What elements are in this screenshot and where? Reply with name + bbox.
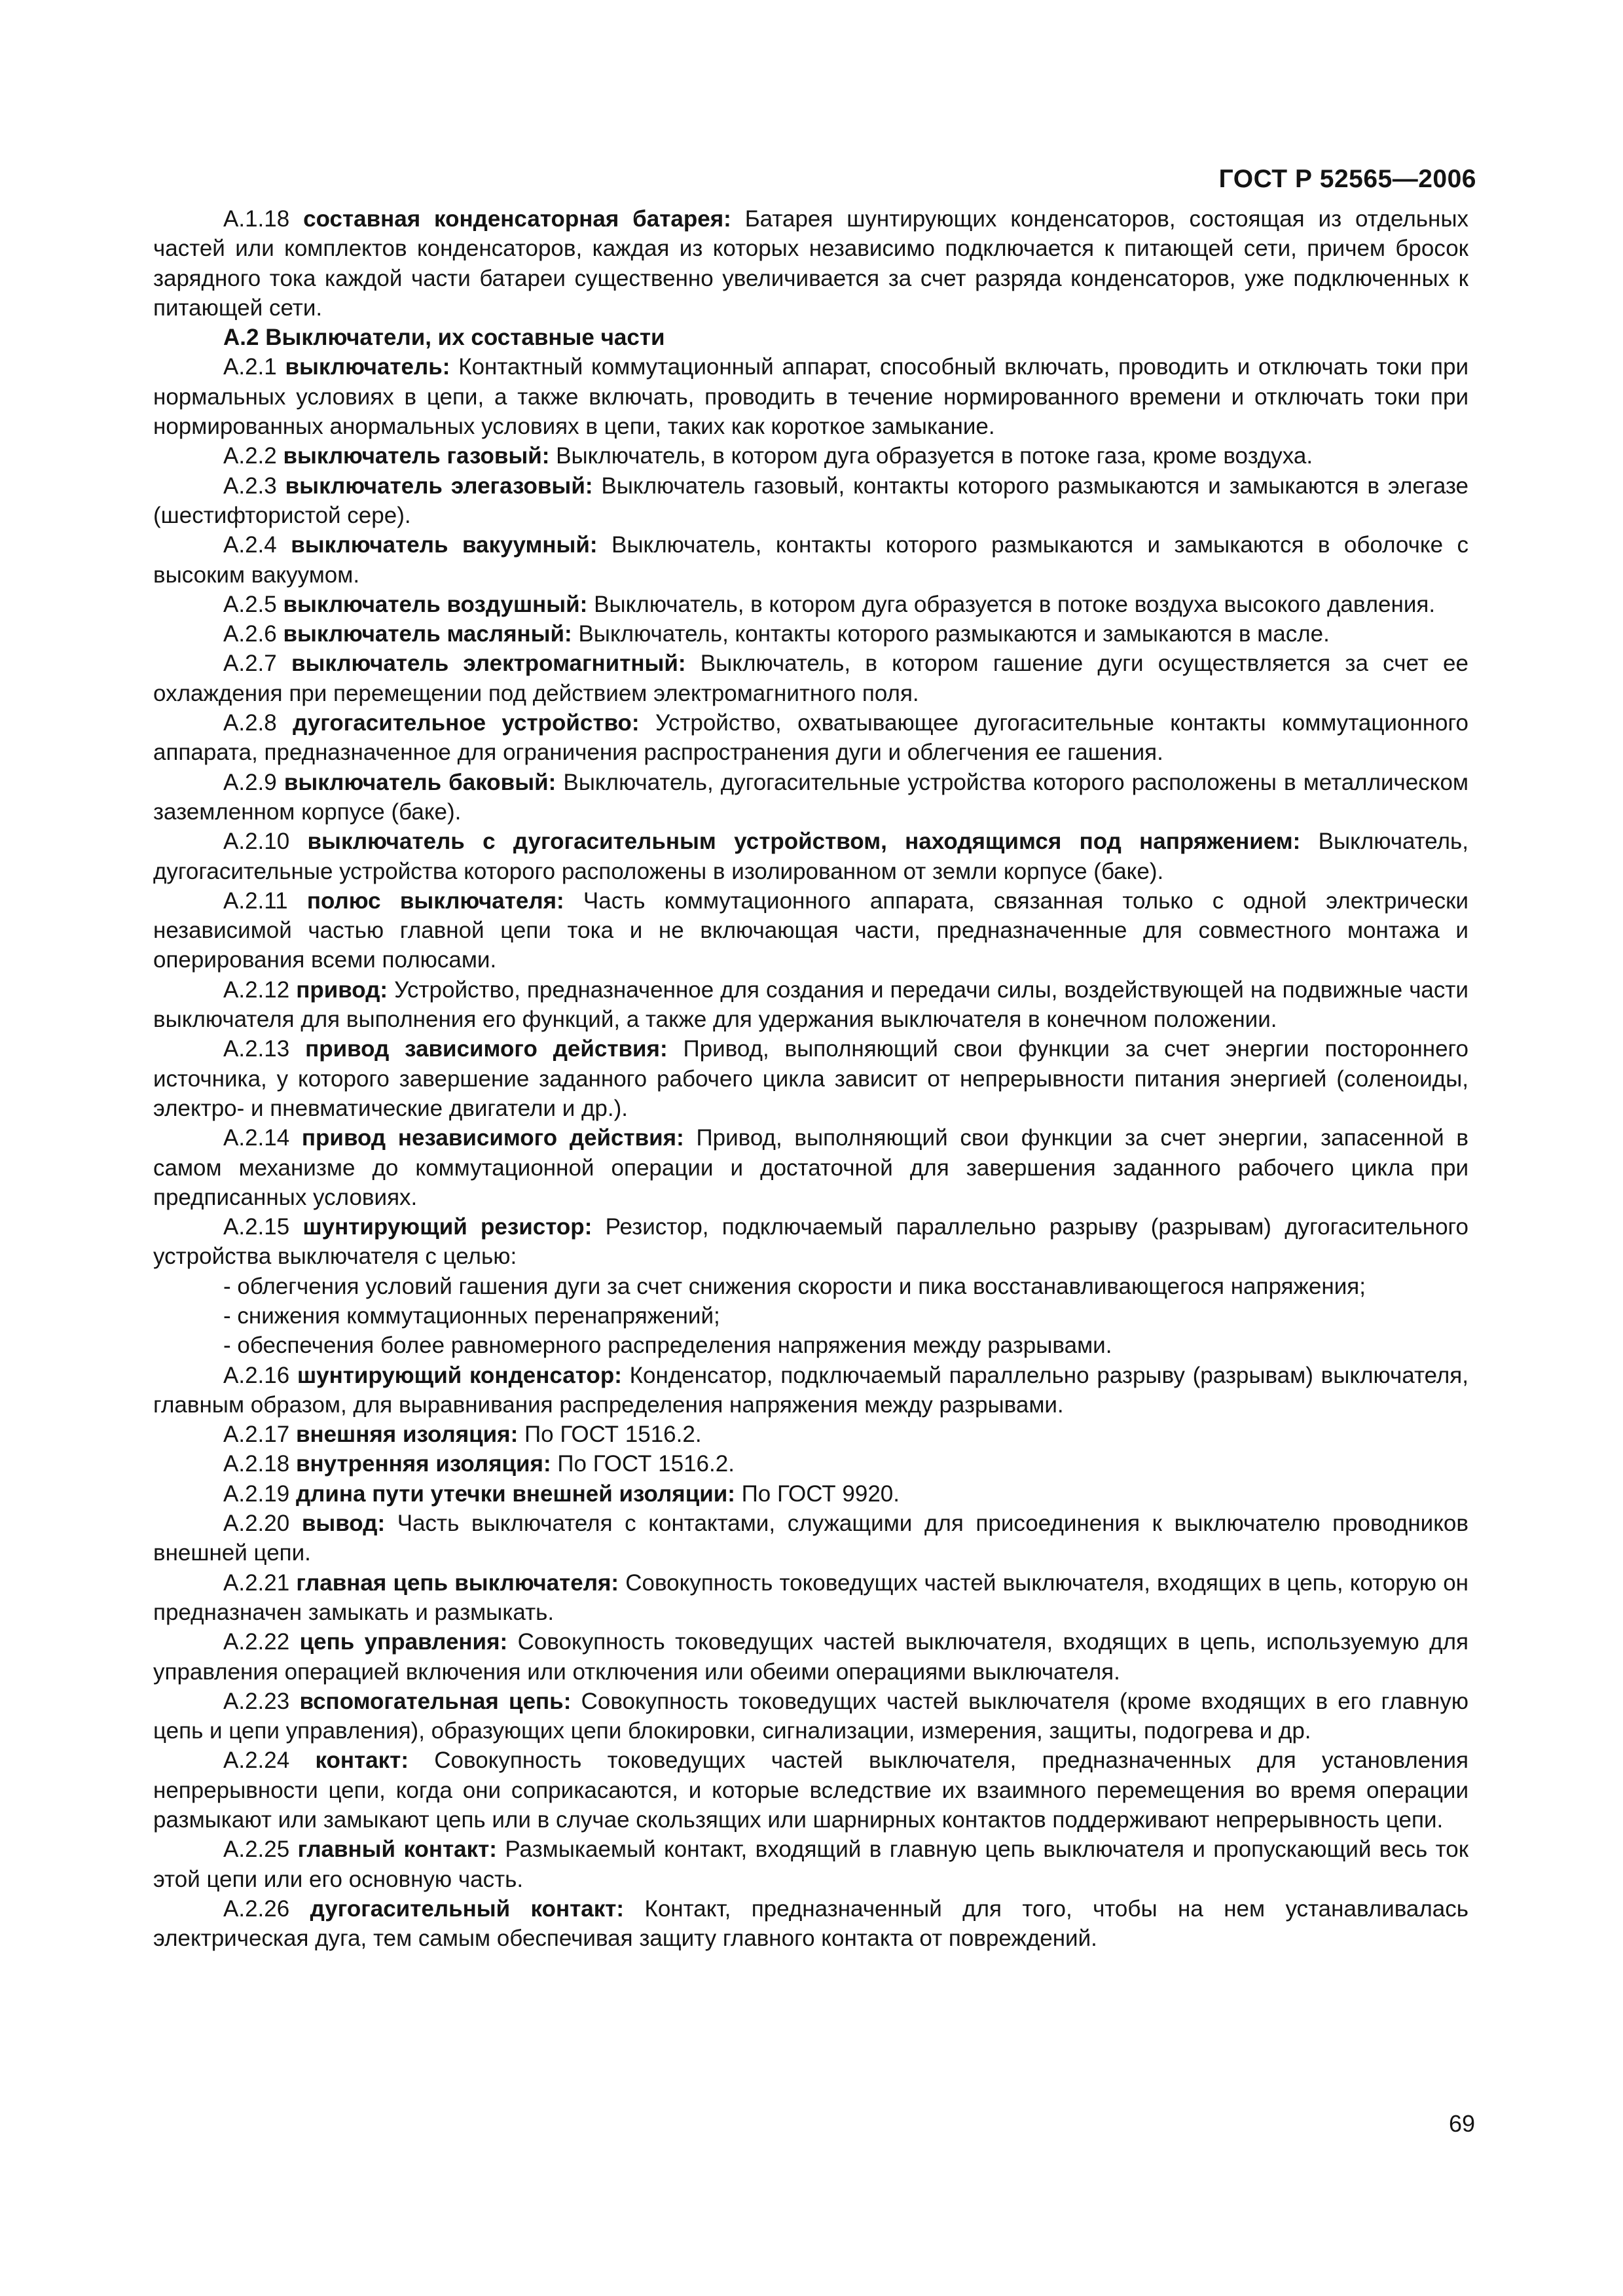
- clause-number: А.2.19: [223, 1480, 290, 1507]
- clause-number: А.2.24: [223, 1748, 290, 1774]
- list-item: - обеспечения более равномерного распределения напряжения между разрывами.: [223, 1333, 1112, 1359]
- definition-paragraph: [153, 441, 1468, 471]
- term-definition: Совокупность токоведущих частей выключателя (кроме входящих в его главную цепь и цепи управления), образующих цепи блокировки, сигнализации, измерения, защиты, подогрева и др.: [153, 1688, 1469, 1744]
- clause-number: А.2.6: [223, 621, 277, 647]
- term-name: контакт:: [315, 1748, 409, 1774]
- term-name: составная конденсаторная батарея:: [303, 206, 731, 232]
- definition-paragraph: [153, 1835, 1468, 1894]
- definition-paragraph: [153, 530, 1468, 590]
- term-name: вывод:: [301, 1511, 386, 1537]
- term-name: полюс выключателя:: [306, 888, 564, 914]
- term-name: шунтирующий резистор:: [302, 1214, 593, 1240]
- term-definition: Привод, выполняющий свои функции за счет энергии постороннего источника, у которого завершение заданного рабочего цикла зависит от непрерывности питания энергией (соленоиды, электро- и пневматические двигатели и др.).: [153, 1036, 1469, 1121]
- clause-number: А.2.12: [223, 977, 290, 1003]
- definition-paragraph: [153, 590, 1468, 619]
- term-definition: Батарея шунтирующих конденсаторов, состоящая из отдельных частей или комплектов конденсаторов, каждая из которых независимо подключается к питающей сети, причем бросок зарядного тока каждой части батареи существенно увеличивается за счет разряда конденсаторов, уже подключенных к питающей сети.: [153, 206, 1468, 321]
- term-name: выключатель элегазовый:: [285, 473, 593, 499]
- list-item: - снижения коммутационных перенапряжений;: [223, 1302, 720, 1329]
- term-definition: Часть выключателя с контактами, служащими для присоединения к выключателю проводников внешней цепи.: [153, 1511, 1468, 1566]
- term-definition: Выключатель, в котором дуга образуется в потоке газа, кроме воздуха.: [556, 443, 1313, 469]
- term-name: выключатель электромагнитный:: [291, 651, 686, 677]
- term-definition: Выключатель, контакты которого размыкаются и замыкаются в оболочке с высоким вакуумом.: [153, 532, 1468, 588]
- definition-paragraph: [153, 768, 1468, 827]
- clause-number: А.2.23: [223, 1688, 290, 1714]
- term-definition: Контактный коммутационный аппарат, способный включать, проводить и отключать токи при нормальных условиях в цепи, а также включать, проводить в течение нормированного времени и отключать токи при нормированных анормальных условиях в цепи, таких как короткое замыкание.: [153, 354, 1468, 440]
- definition-paragraph: [153, 471, 1468, 531]
- definition-paragraph: [153, 1894, 1468, 1954]
- clause-number: А.2.26: [223, 1895, 290, 1922]
- term-name: внешняя изоляция:: [295, 1422, 519, 1448]
- clause-number: А.2.1: [223, 354, 277, 380]
- term-name: привод независимого действия:: [301, 1125, 684, 1151]
- clause-number: А.2.10: [223, 829, 290, 855]
- term-definition: Совокупность токоведущих частей выключателя, входящих в цепь, которую он предназначен замыкать и размыкать.: [153, 1570, 1468, 1625]
- term-definition: Совокупность токоведущих частей выключателя, предназначенных для установления непрерывности цепи, когда они соприкасаются, и которые вследствие их взаимного перемещения во время операции размыкают или замыкают цепь или в случае скользящих или шарнирных контактов поддерживают непрерывность цепи.: [153, 1748, 1468, 1833]
- term-definition: Выключатель газовый, контакты которого размыкаются и замыкаются в элегазе (шестифтористой сере).: [153, 473, 1469, 528]
- term-definition: Резистор, подключаемый параллельно разрыву (разрывам) дугогасительного устройства выключателя с целью:: [153, 1214, 1468, 1270]
- term-name: внутренняя изоляция:: [295, 1451, 551, 1477]
- definition-paragraph: [153, 1687, 1468, 1746]
- clause-number: А.2.8: [223, 710, 277, 736]
- term-definition: Выключатель, в котором дуга образуется в потоке воздуха высокого давления.: [594, 591, 1436, 617]
- clause-number: А.2.2: [223, 443, 277, 469]
- term-name: выключатель с дугогасительным устройством, находящимся под напряжением:: [307, 829, 1301, 855]
- clause-number: А.2.22: [223, 1629, 290, 1655]
- document-header: ГОСТ Р 52565—2006: [1218, 165, 1476, 193]
- definition-paragraph: [153, 1568, 1468, 1628]
- clause-number: А.2.14: [223, 1125, 290, 1151]
- term-definition: По ГОСТ 1516.2.: [557, 1451, 735, 1477]
- definition-paragraph: [153, 1212, 1468, 1272]
- term-definition: Выключатель, дугогасительные устройства которого расположены в изолированном от земли корпусе (баке).: [153, 829, 1468, 884]
- term-name: длина пути утечки внешней изоляции:: [295, 1480, 735, 1507]
- section-title: А.2 Выключатели, их составные части: [223, 325, 665, 351]
- definition-paragraph: [153, 619, 1468, 649]
- list-item: - облегчения условий гашения дуги за счет снижения скорости и пика восстанавливающегося напряжения;: [223, 1273, 1366, 1299]
- document-body: [153, 204, 1468, 1954]
- definition-paragraph: [153, 1449, 1468, 1479]
- clause-number: А.2.7: [223, 651, 277, 677]
- clause-number: А.2.17: [223, 1422, 290, 1448]
- term-name: привод зависимого действия:: [305, 1036, 668, 1062]
- term-definition: Совокупность токоведущих частей выключателя, входящих в цепь, используемую для управления операцией включения или отключения или обеими операциями выключателя.: [153, 1629, 1468, 1685]
- definition-paragraph: [153, 1479, 1468, 1509]
- term-name: главная цепь выключателя:: [296, 1570, 619, 1596]
- term-name: шунтирующий конденсатор:: [297, 1362, 622, 1388]
- term-definition: По ГОСТ 9920.: [741, 1480, 900, 1507]
- term-definition: Выключатель, контакты которого размыкаются и замыкаются в масле.: [578, 621, 1330, 647]
- clause-number: А.2.21: [223, 1570, 290, 1596]
- clause-number: А.2.25: [223, 1837, 290, 1863]
- term-name: привод:: [296, 977, 388, 1003]
- term-name: дугогасительный контакт:: [310, 1895, 625, 1922]
- term-name: выключатель масляный:: [283, 621, 572, 647]
- term-name: цепь управления:: [299, 1629, 508, 1655]
- definition-paragraph: [153, 1420, 1468, 1449]
- definition-paragraph: [153, 649, 1468, 708]
- clause-number: А.2.5: [223, 591, 277, 617]
- clause-number: А.2.11: [223, 888, 288, 914]
- term-name: выключатель:: [285, 354, 450, 380]
- term-definition: Конденсатор, подключаемый параллельно разрыву (разрывам) выключателя, главным образом, для выравнивания распределения напряжения между разрывами.: [153, 1362, 1468, 1418]
- term-definition: Устройство, предназначенное для создания и передачи силы, воздействующей на подвижные части выключателя для выполнения его функций, а также для удержания выключателя в конечном положении.: [153, 977, 1468, 1033]
- term-name: выключатель вакуумный:: [291, 532, 598, 558]
- clause-number: А.2.16: [223, 1362, 290, 1388]
- definition-paragraph: [153, 708, 1468, 768]
- term-definition: Выключатель, дугогасительные устройства которого расположены в металлическом заземленном корпусе (баке).: [153, 769, 1468, 825]
- definition-paragraph: [153, 352, 1468, 441]
- term-definition: Размыкаемый контакт, входящий в главную цепь выключателя и пропускающий весь ток этой цепи или его основную часть.: [153, 1837, 1469, 1892]
- page-number: 69: [1448, 2110, 1475, 2137]
- clause-number: А.2.13: [223, 1036, 290, 1062]
- clause-number: А.2.9: [223, 769, 277, 795]
- definition-paragraph: [153, 1361, 1468, 1420]
- term-name: дугогасительное устройство:: [293, 710, 640, 736]
- definition-paragraph: [153, 1509, 1468, 1568]
- definition-paragraph: [153, 827, 1468, 886]
- definition-paragraph: [153, 204, 1468, 323]
- term-name: выключатель баковый:: [283, 769, 556, 795]
- definition-paragraph: [153, 1034, 1468, 1123]
- definition-paragraph: [153, 975, 1468, 1035]
- term-definition: Устройство, охватывающее дугогасительные контакты коммутационного аппарата, предназначенное для ограничения распространения дуги и облегчения ее гашения.: [153, 710, 1468, 766]
- clause-number: А.2.20: [223, 1511, 290, 1537]
- clause-number: А.2.3: [223, 473, 277, 499]
- definition-paragraph: [153, 886, 1468, 975]
- definition-paragraph: [153, 1627, 1468, 1687]
- clause-number: А.2.4: [223, 532, 277, 558]
- definition-paragraph: [153, 1123, 1468, 1212]
- term-definition: Выключатель, в котором гашение дуги осуществляется за счет ее охлаждения при перемещении под действием электромагнитного поля.: [153, 651, 1468, 706]
- term-definition: Часть коммутационного аппарата, связанная только с одной электрически независимой частью главной цепи тока и не включающая части, предназначенные для совместного монтажа и оперирования всеми полюсами.: [153, 888, 1468, 973]
- term-name: выключатель воздушный:: [283, 591, 588, 617]
- term-definition: Привод, выполняющий свои функции за счет энергии, запасенной в самом механизме до коммутационной операции и достаточной для завершения заданного рабочего цикла при предписанных условиях.: [153, 1125, 1468, 1210]
- clause-number: А.2.18: [223, 1451, 290, 1477]
- definition-paragraph: [153, 1746, 1468, 1835]
- term-name: выключатель газовый:: [283, 443, 550, 469]
- term-definition: По ГОСТ 1516.2.: [524, 1422, 702, 1448]
- clause-number: А.2.15: [223, 1214, 290, 1240]
- term-name: вспомогательная цепь:: [299, 1688, 572, 1714]
- term-definition: Контакт, предназначенный для того, чтобы на нем устанавливалась электрическая дуга, тем самым обеспечивая защиту главного контакта от повреждений.: [153, 1895, 1468, 1952]
- term-name: главный контакт:: [297, 1837, 497, 1863]
- clause-number: А.1.18: [223, 206, 290, 232]
